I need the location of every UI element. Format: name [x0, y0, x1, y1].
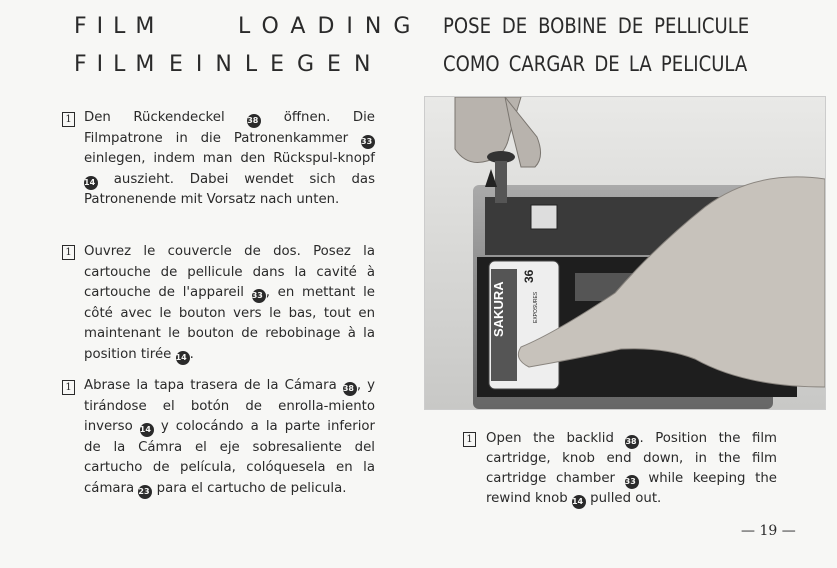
text: einlegen, indem man den Rückspul-knopf — [84, 151, 375, 167]
title-word-loading: LOADING — [238, 14, 423, 39]
text: , y tirándose el botón de enrolla-miento inverso — [84, 378, 375, 435]
paragraph-en — [486, 429, 777, 509]
cartridge-count: 36 — [522, 269, 536, 283]
text: para el cartucho de pelicula. — [152, 480, 347, 496]
ref-badge: 14 — [84, 176, 98, 190]
text: öffnen. Die Filmpatrone in die Patronenkammer — [84, 110, 375, 146]
title-en-de-line1 — [74, 14, 423, 39]
camera-illustration — [425, 97, 825, 409]
viewfinder — [531, 205, 557, 229]
step-number-de: 1 — [62, 112, 75, 127]
title-word-einlegen: EINLEGEN — [169, 52, 384, 77]
text: pulled out. — [585, 490, 662, 506]
page-number: — 19 — — [741, 523, 796, 539]
title-es: COMO CARGAR DE LA PELICULA — [443, 52, 748, 76]
ref-badge: 14 — [572, 495, 586, 509]
text: Abrase la tapa trasera de la Cámara — [84, 378, 343, 393]
ref-badge: 14 — [176, 351, 190, 365]
ref-badge: 33 — [625, 475, 639, 489]
cartridge-brand: SAKURA — [491, 281, 506, 337]
ref-badge: 33 — [361, 135, 375, 149]
text: . Position the film cartridge, knob end down, in the film cartridge chamber — [486, 431, 777, 486]
cartridge-sub: EXPOSURES — [533, 291, 539, 323]
text: while keeping the rewind knob — [486, 470, 777, 506]
step-number-en: 1 — [463, 432, 476, 447]
text: Ouvrez le couvercle de dos. Posez la cartouche de pellicule dans la cavité à cartouche de l'appareil — [84, 244, 375, 301]
ref-badge: 38 — [343, 382, 357, 396]
ref-badge: 14 — [140, 423, 154, 437]
title-de-line2 — [74, 52, 384, 77]
step-number-fr: 1 — [62, 245, 75, 260]
step-number-es: 1 — [62, 380, 75, 395]
camera-photo — [424, 96, 826, 410]
ref-badge: 23 — [138, 485, 152, 499]
paragraph-de — [84, 108, 375, 211]
paragraph-fr — [84, 242, 375, 366]
paragraph-es — [84, 376, 375, 500]
text: Open the backlid — [486, 431, 626, 446]
film-cartridge — [489, 261, 559, 389]
ref-badge: 38 — [625, 435, 639, 449]
text: y colocándo a la parte inferior de la Cámra el eje sobresaliente del cartucho de película, colóquesela en la cámara — [84, 419, 375, 496]
text: auszieht. Dabei wendet sich das Patronenende mit Vorsatz nach unten. — [84, 171, 375, 208]
text: . — [189, 346, 194, 362]
title-word-film: FILM — [74, 14, 165, 39]
title-word-film-de: FILM — [74, 52, 165, 77]
title-fr: POSE DE BOBINE DE PELLICULE — [443, 14, 750, 38]
ref-badge: 33 — [252, 289, 266, 303]
text: Den Rückendeckel — [84, 110, 248, 125]
ref-badge: 38 — [247, 114, 261, 128]
text: , en mettant le côté avec le bouton vers le bas, tout en maintenant le bouton de rebobinage à la position tirée — [84, 285, 375, 362]
